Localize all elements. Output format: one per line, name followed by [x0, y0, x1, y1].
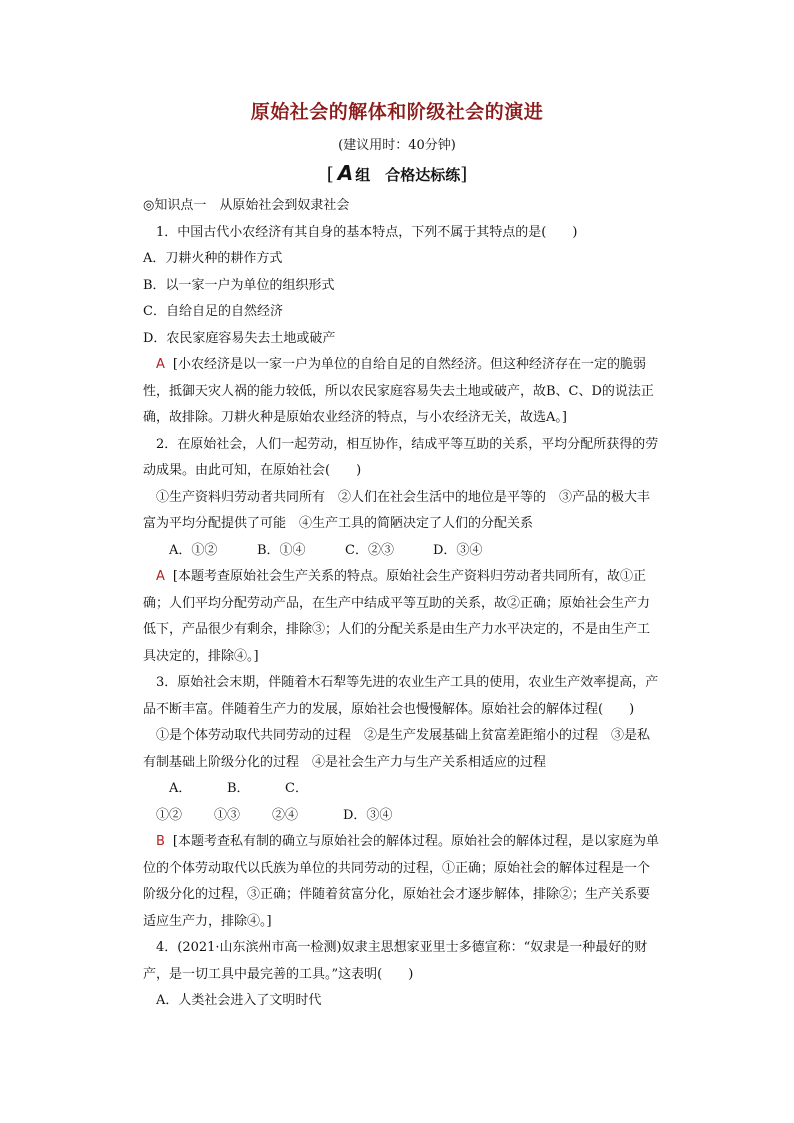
q2-options [143, 538, 660, 565]
q2-option-d: D．③④ [433, 542, 483, 558]
group-header [0, 161, 794, 185]
q3-option-c: C．②④ [272, 781, 308, 823]
q2-stem: 2．在原始社会，人们一起劳动，相互协作，结成平等互助的关系，平均分配所获得的劳动成果。由此可知，在原始社会( ) [143, 436, 659, 478]
group-title: 组 合格达标练 [355, 166, 461, 184]
q1-option-a: A．刀耕火种的耕作方式 [143, 251, 283, 266]
q2-explanation [143, 564, 660, 670]
q3-option-b: B．①③ [214, 781, 250, 823]
q1-answer: A [156, 357, 165, 372]
q4-stem: 4．(2021·山东滨州市高一检测)奴隶主思想家亚里士多德宣称：“奴隶是一种最好的财产，是一切工具中最完善的工具。”这表明( ) [143, 940, 648, 982]
q1-stem: 1．中国古代小农经济有其自身的基本特点，下列不属于其特点的是( ) [156, 224, 578, 240]
q3-options [143, 776, 660, 829]
group-bracket-open: [ [326, 164, 334, 185]
q1-option-d: D．农民家庭容易失去土地或破产 [143, 330, 336, 346]
time-hint: (建议用时：40分钟) [338, 138, 456, 153]
q1-explanation [143, 352, 660, 432]
q2-items: ①生产资料归劳动者共同所有 ②人们在社会生活中的地位是平等的 ③产品的极大丰富为平均分配提供了可能 ④生产工具的简陋决定了人们的分配关系 [143, 489, 651, 531]
q2-option-c: C．②③ [345, 542, 394, 558]
q3-explanation [143, 829, 660, 935]
q3-explanation-text: [本题考查私有制的确立与原始社会的解体过程。原始社会的解体过程，是以家庭为单位的个体劳动取代以氏族为单位的共同劳动的过程，①正确；原始社会的解体过程是一个阶级分化的过程，③正确；伴随着贫富分化，原始社会才逐步解体，排除②；生产关系要适应生产力，排除④。] [143, 834, 659, 929]
q1-option-b: B．以一家一户为单位的组织形式 [143, 277, 335, 293]
q1-option-c: C．自给自足的自然经济 [143, 304, 283, 319]
q2-option-b: B．①④ [257, 542, 306, 558]
q3-option-a: A．①② [156, 781, 192, 823]
q3-items: ①是个体劳动取代共同劳动的过程 ②是生产发展基础上贫富差距缩小的过程 ③是私有制基础上阶级分化的过程 ④是社会生产力与生产关系相适应的过程 [143, 728, 651, 770]
q2-option-a: A．①② [169, 542, 218, 558]
q4-option-a: A．人类社会进入了文明时代 [156, 993, 322, 1008]
q2-answer: A [156, 569, 165, 584]
group-bracket-close: ] [460, 164, 468, 185]
page-title: 原始社会的解体和阶级社会的演进 [250, 101, 544, 123]
question-list [143, 193, 660, 1015]
group-letter: A [337, 161, 354, 185]
section-heading: ◎知识点一 从原始社会到奴隶社会 [143, 198, 350, 213]
q2-explanation-text: [本题考查原始社会生产关系的特点。原始社会生产资料归劳动者共同所有，故①正确；人们平均分配劳动产品，在生产中结成平等互助的关系，故②正确；原始社会生产力低下，产品很少有剩余，排除③；人们的分配关系是由生产力水平决定的，不是由生产工具决定的，排除④。] [143, 569, 651, 664]
q3-option-d: D．③④ [343, 807, 393, 823]
q3-answer: B [156, 834, 165, 849]
q3-stem: 3．原始社会末期，伴随着木石犁等先进的农业生产工具的使用，农业生产效率提高，产品不断丰富。伴随着生产力的发展，原始社会也慢慢解体。原始社会的解体过程( ) [143, 675, 659, 717]
q1-explanation-text: [小农经济是以一家一户为单位的自给自足的自然经济。但这种经济存在一定的脆弱性，抵御天灾人祸的能力较低，所以农民家庭容易失去土地或破产，故B、C、D的说法正确，故排除。刀耕火种是原始农业经济的特点，与小农经济无关，故选A。] [143, 357, 654, 425]
